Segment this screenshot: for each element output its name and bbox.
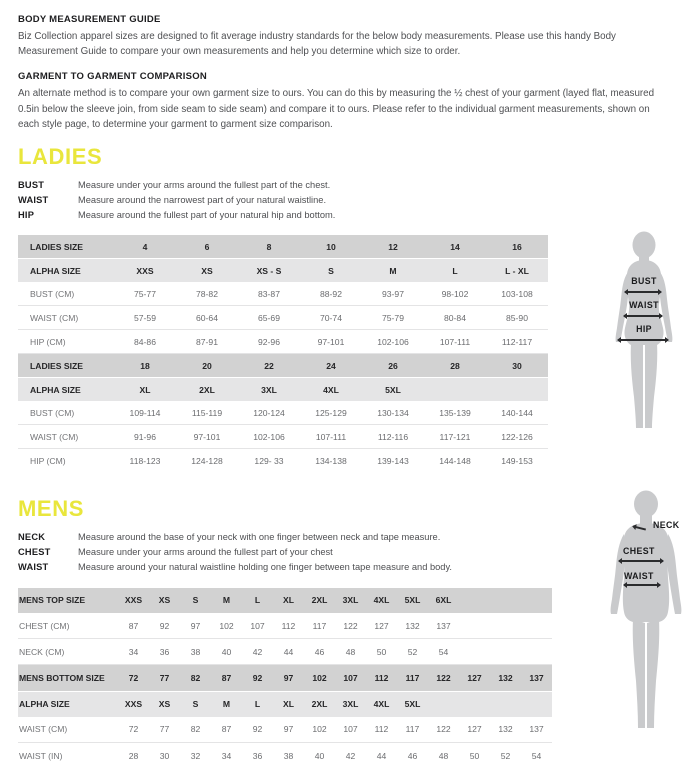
value-cell: 107-111	[300, 425, 362, 449]
value-cell: 137	[428, 613, 459, 639]
definition-term: BUST	[18, 179, 45, 190]
value-cell: 129- 33	[254, 455, 284, 466]
value-cell: 87	[211, 665, 242, 691]
value-cell: 112	[366, 717, 397, 743]
value-cell: 84-86	[114, 330, 176, 354]
value-cell: 3XL	[335, 691, 366, 717]
value-cell: 54	[428, 639, 459, 665]
value-cell: 102-106	[362, 330, 424, 354]
value-cell: 132	[397, 613, 428, 639]
value-cell: 30	[159, 750, 170, 761]
value-cell: 77	[149, 665, 180, 691]
definition-row	[18, 531, 682, 544]
ladies-size-table	[18, 235, 548, 472]
row-label-cell: BUST (CM)	[18, 282, 114, 306]
comparison-paragraph: An alternate method is to compare your own garment size to ours. You can do this by measuring the ½ chest of your garment (layed flat, measured 0.5in below the sleeve join, from side seam to side seam) and compare it to ours. Please refer to the individual garment measurements, shown on each style page, to determine your garment to garment size comparison.	[18, 88, 655, 130]
value-cell: M	[211, 588, 242, 613]
value-cell: 24	[300, 354, 362, 378]
value-cell: 57-59	[114, 306, 176, 330]
value-cell: 72	[118, 717, 149, 743]
value-cell: 102	[211, 613, 242, 639]
value-cell: 46	[407, 750, 418, 761]
value-cell: 10	[300, 235, 362, 259]
neck-figure-label: NECK	[653, 520, 680, 530]
value-cell: 2XL	[304, 588, 335, 613]
value-cell: 102	[304, 717, 335, 743]
value-cell	[490, 588, 521, 613]
value-cell: 38	[180, 639, 211, 665]
definition-row	[18, 179, 682, 192]
value-cell: 97	[273, 665, 304, 691]
value-cell: 122	[428, 717, 459, 743]
value-cell: 93-97	[362, 282, 424, 306]
value-cell	[521, 613, 552, 639]
row-label-cell: WAIST (CM)	[18, 425, 114, 449]
definition-row	[18, 561, 682, 574]
table-row	[18, 717, 552, 743]
table-row	[18, 401, 548, 425]
ladies-section	[18, 144, 682, 472]
value-cell: 92	[242, 665, 273, 691]
value-cell: 132	[490, 665, 521, 691]
definition-row	[18, 209, 682, 222]
value-cell: XS	[149, 691, 180, 717]
value-cell: 82	[180, 717, 211, 743]
value-cell: XL	[273, 691, 304, 717]
value-cell: 5XL	[362, 378, 424, 402]
value-cell: 16	[486, 235, 548, 259]
value-cell: 107-111	[424, 330, 486, 354]
value-cell: 117-121	[424, 425, 486, 449]
value-cell: XS	[176, 259, 238, 283]
value-cell: 6	[176, 235, 238, 259]
value-cell	[428, 691, 459, 717]
value-cell: 137	[521, 665, 552, 691]
intro-section	[18, 14, 682, 132]
value-cell: 97-101	[176, 425, 238, 449]
value-cell: L	[242, 588, 273, 613]
value-cell	[459, 613, 490, 639]
row-label-cell: WAIST (IN)	[19, 750, 63, 761]
definition-term: HIP	[18, 209, 35, 220]
definition-text: Measure around your natural waistline holding one finger between tape measure and body.	[78, 562, 453, 572]
value-cell: 122	[428, 665, 459, 691]
row-label-cell: NECK (CM)	[18, 639, 118, 665]
value-cell: XXS	[118, 691, 149, 717]
value-cell: 54	[531, 750, 542, 761]
value-cell: 28	[424, 354, 486, 378]
table-row	[18, 425, 548, 449]
value-cell: 117	[304, 613, 335, 639]
row-label-cell: MENS BOTTOM SIZE	[18, 665, 118, 691]
value-cell: 42	[345, 750, 356, 761]
value-cell: 6XL	[428, 588, 459, 613]
value-cell: 103-108	[486, 282, 548, 306]
value-cell: 70-74	[300, 306, 362, 330]
value-cell: 40	[211, 639, 242, 665]
row-label-cell: ALPHA SIZE	[18, 691, 118, 717]
value-cell: 3XL	[238, 378, 300, 402]
value-cell: 98-102	[424, 282, 486, 306]
definition-text: Measure around the base of your neck with one finger between neck and tape measure.	[78, 532, 441, 543]
value-cell	[490, 613, 521, 639]
waist-arrow-icon	[624, 315, 662, 317]
chest-figure-label: CHEST	[622, 546, 655, 556]
bust-arrow-icon	[625, 291, 661, 293]
value-cell: 18	[114, 354, 176, 378]
value-cell: 117	[397, 665, 428, 691]
row-label-cell: HIP (CM)	[18, 330, 114, 354]
value-cell: 14	[424, 235, 486, 259]
value-cell: XS - S	[238, 259, 300, 283]
value-cell: 75-79	[362, 306, 424, 330]
table-row	[18, 742, 552, 768]
table-row	[18, 378, 548, 402]
value-cell: 3XL	[335, 588, 366, 613]
table-row	[18, 235, 548, 259]
value-cell	[486, 378, 548, 402]
value-cell: 80-84	[424, 306, 486, 330]
mens-size-table	[18, 588, 552, 768]
value-cell	[459, 588, 490, 613]
ladies-measurement-definitions	[18, 179, 682, 221]
value-cell: 44	[273, 639, 304, 665]
female-figure	[600, 231, 688, 433]
value-cell: 83-87	[238, 282, 300, 306]
value-cell: S	[180, 588, 211, 613]
value-cell: 50	[366, 639, 397, 665]
value-cell: 12	[362, 235, 424, 259]
hip-figure-label: HIP	[636, 324, 652, 334]
value-cell: 20	[176, 354, 238, 378]
table-row	[18, 306, 548, 330]
definition-text: Measure around the fullest part of your natural hip and bottom.	[78, 209, 336, 220]
value-cell: 75-77	[114, 282, 176, 306]
value-cell: M	[362, 259, 424, 283]
value-cell	[521, 588, 552, 613]
value-cell: 87	[118, 613, 149, 639]
value-cell: 118-123	[129, 455, 161, 466]
value-cell: 137	[521, 717, 552, 743]
value-cell: 117	[397, 717, 428, 743]
chest-arrow-icon	[619, 560, 663, 562]
row-label-cell: WAIST (CM)	[18, 306, 114, 330]
value-cell: 91-96	[114, 425, 176, 449]
waist-figure-label: WAIST	[629, 300, 659, 310]
definition-text: Measure under your arms around the fullest part of the chest.	[78, 179, 331, 190]
value-cell: 87-91	[176, 330, 238, 354]
value-cell: L	[242, 691, 273, 717]
row-label-cell: MENS TOP SIZE	[18, 588, 118, 613]
male-figure	[599, 489, 694, 734]
value-cell: S	[300, 259, 362, 283]
value-cell: 50	[469, 750, 480, 761]
definition-term: WAIST	[18, 194, 49, 205]
value-cell: 60-64	[176, 306, 238, 330]
value-cell	[490, 639, 521, 665]
definition-text: Measure under your arms around the fullest part of your chest	[78, 547, 333, 558]
value-cell: XXS	[114, 259, 176, 283]
value-cell: 97	[273, 717, 304, 743]
value-cell: 102	[304, 665, 335, 691]
value-cell: 122	[335, 613, 366, 639]
value-cell: XL	[114, 378, 176, 402]
value-cell: 38	[283, 750, 294, 761]
value-cell: 5XL	[397, 691, 428, 717]
value-cell: 122-126	[486, 425, 548, 449]
value-cell: 4XL	[366, 691, 397, 717]
value-cell: 8	[238, 235, 300, 259]
value-cell: 22	[238, 354, 300, 378]
value-cell: 52	[500, 750, 511, 761]
value-cell: 4XL	[300, 378, 362, 402]
value-cell: 115-119	[176, 401, 238, 425]
value-cell	[424, 378, 486, 402]
table-row	[18, 354, 548, 378]
value-cell: 127	[366, 613, 397, 639]
value-cell: 112	[273, 613, 304, 639]
value-cell: 97-101	[300, 330, 362, 354]
value-cell	[459, 639, 490, 665]
table-row	[18, 259, 548, 283]
value-cell: 144-148	[439, 455, 471, 466]
mens-section	[18, 496, 682, 768]
value-cell: 132	[490, 717, 521, 743]
definition-row	[18, 194, 682, 207]
value-cell: 112-117	[486, 330, 548, 354]
value-cell: 139-143	[377, 455, 409, 466]
value-cell: 149-153	[501, 455, 533, 466]
value-cell: 125-129	[300, 401, 362, 425]
value-cell: 4XL	[366, 588, 397, 613]
value-cell: 97	[180, 613, 211, 639]
table-row	[18, 449, 548, 473]
ladies-heading: LADIES	[18, 143, 103, 169]
value-cell: 46	[304, 639, 335, 665]
value-cell: 112-116	[362, 425, 424, 449]
comparison-title: GARMENT TO GARMENT COMPARISON	[18, 71, 207, 83]
value-cell: 48	[438, 750, 449, 761]
value-cell: 130-134	[362, 401, 424, 425]
value-cell: 134-138	[315, 455, 347, 466]
value-cell: 120-124	[238, 401, 300, 425]
value-cell: 4	[114, 235, 176, 259]
row-label-cell: ALPHA SIZE	[18, 378, 114, 402]
value-cell: 36	[252, 750, 263, 761]
value-cell: 102-106	[238, 425, 300, 449]
value-cell: 48	[335, 639, 366, 665]
value-cell: 92-96	[238, 330, 300, 354]
value-cell: 82	[180, 665, 211, 691]
row-label-cell: ALPHA SIZE	[18, 259, 114, 283]
value-cell: 127	[459, 665, 490, 691]
mens-measurement-definitions	[18, 531, 682, 573]
value-cell: S	[180, 691, 211, 717]
row-label-cell: WAIST (CM)	[18, 717, 118, 743]
value-cell: 40	[314, 750, 325, 761]
value-cell: 34	[221, 750, 232, 761]
value-cell: 135-139	[424, 401, 486, 425]
value-cell: 107	[335, 717, 366, 743]
table-row	[18, 613, 552, 639]
value-cell: 107	[242, 613, 273, 639]
definition-term: NECK	[18, 532, 46, 543]
table-row	[18, 330, 548, 354]
value-cell: 140-144	[486, 401, 548, 425]
value-cell: 124-128	[191, 455, 223, 466]
mens-heading: MENS	[18, 496, 84, 522]
row-label-cell: CHEST (CM)	[18, 613, 118, 639]
value-cell: 30	[486, 354, 548, 378]
value-cell: XS	[149, 588, 180, 613]
value-cell: 32	[190, 750, 201, 761]
value-cell: XL	[273, 588, 304, 613]
table-row	[18, 665, 552, 691]
guide-paragraph: Biz Collection apparel sizes are designed to fit average industry standards for the below body measurements. Please use this handy Body Measurement Guide to compare your own measurements and help you determine which size to order.	[18, 31, 616, 58]
value-cell: 2XL	[304, 691, 335, 717]
value-cell	[521, 691, 552, 717]
definition-term: CHEST	[18, 547, 51, 558]
value-cell: XXS	[118, 588, 149, 613]
row-label-cell: BUST (CM)	[18, 401, 114, 425]
value-cell: 112	[366, 665, 397, 691]
value-cell: 92	[242, 717, 273, 743]
value-cell: 88-92	[300, 282, 362, 306]
value-cell	[459, 691, 490, 717]
row-label-cell: LADIES SIZE	[18, 354, 114, 378]
value-cell: 28	[128, 750, 139, 761]
value-cell	[490, 691, 521, 717]
value-cell: 34	[118, 639, 149, 665]
value-cell: 109-114	[114, 401, 176, 425]
row-label-cell: LADIES SIZE	[18, 235, 114, 259]
value-cell: 92	[149, 613, 180, 639]
value-cell: 85-90	[486, 306, 548, 330]
definition-term: WAIST	[18, 562, 49, 572]
table-row	[18, 588, 552, 613]
value-cell	[521, 639, 552, 665]
value-cell: L	[424, 259, 486, 283]
value-cell: 44	[376, 750, 387, 761]
value-cell: 36	[149, 639, 180, 665]
definition-row	[18, 546, 682, 559]
waist-arrow-icon	[624, 584, 660, 586]
value-cell: 107	[335, 665, 366, 691]
value-cell: 77	[149, 717, 180, 743]
value-cell: 52	[397, 639, 428, 665]
value-cell: 65-69	[238, 306, 300, 330]
row-label-cell: HIP (CM)	[30, 455, 66, 466]
value-cell: 26	[362, 354, 424, 378]
hip-arrow-icon	[618, 339, 668, 341]
value-cell: 2XL	[176, 378, 238, 402]
waist-figure-label: WAIST	[623, 571, 654, 581]
value-cell: 87	[211, 717, 242, 743]
value-cell: L - XL	[486, 259, 548, 283]
value-cell: 78-82	[176, 282, 238, 306]
definition-text: Measure around the narrowest part of your natural waistline.	[78, 194, 327, 205]
table-row	[18, 282, 548, 306]
bust-figure-label: BUST	[631, 276, 657, 286]
guide-title: BODY MEASUREMENT GUIDE	[18, 14, 161, 25]
value-cell: 127	[459, 717, 490, 743]
value-cell: 42	[242, 639, 273, 665]
table-row	[18, 639, 552, 665]
value-cell: M	[211, 691, 242, 717]
table-row	[18, 691, 552, 717]
value-cell: 72	[118, 665, 149, 691]
value-cell: 5XL	[397, 588, 428, 613]
